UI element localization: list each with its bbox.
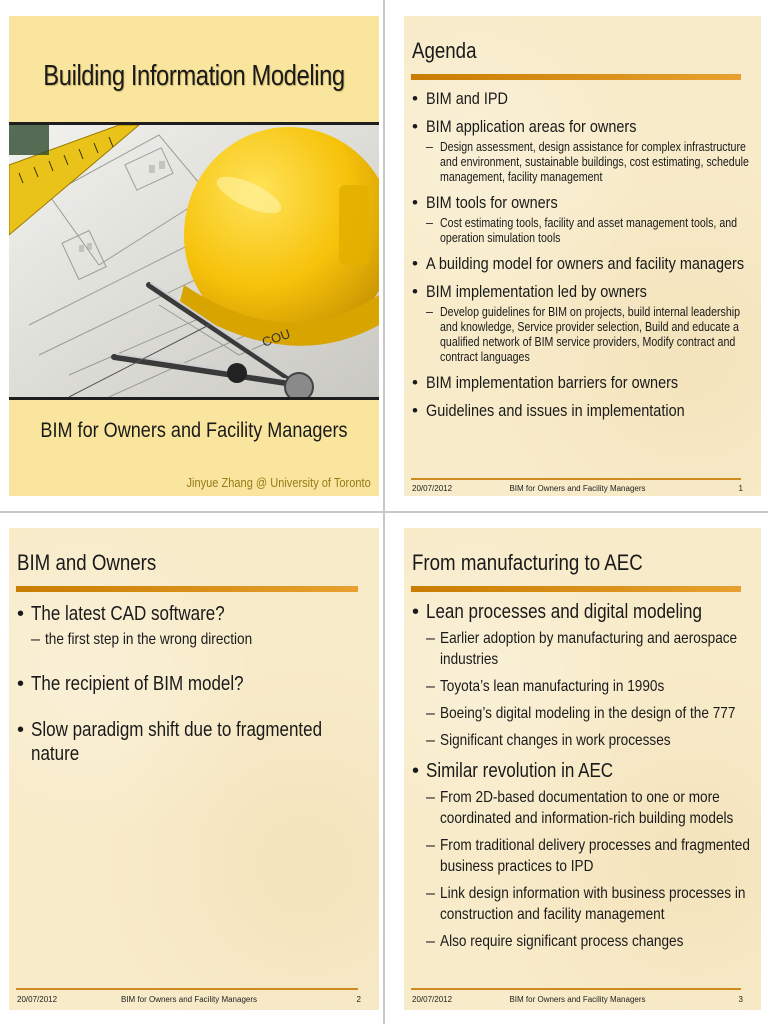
sub-bullet-item: – Link design information with business processes in construction and facility management bbox=[412, 883, 753, 925]
footer-date: 20/07/2012 bbox=[412, 484, 453, 493]
bullet-item: • Slow paradigm shift due to fragmented nature bbox=[17, 718, 371, 766]
heading-rule bbox=[411, 74, 741, 80]
sub-bullet-item: – the first step in the wrong direction bbox=[17, 630, 371, 650]
hero-image bbox=[9, 122, 379, 400]
bullet-item: • A building model for owners and facility managers bbox=[412, 253, 753, 274]
page-number: 3 bbox=[738, 995, 743, 1004]
page-divider-horizontal bbox=[0, 511, 768, 513]
sub-bullet-item: – Also require significant process changes bbox=[412, 931, 753, 952]
footer-title: BIM for Owners and Facility Managers bbox=[509, 995, 646, 1004]
footer-date: 20/07/2012 bbox=[17, 995, 58, 1004]
heading-rule bbox=[411, 586, 741, 592]
footer-rule bbox=[411, 478, 741, 480]
footer-date: 20/07/2012 bbox=[412, 995, 453, 1004]
bullet-item: • BIM implementation led by owners bbox=[412, 281, 753, 302]
page-number: 2 bbox=[356, 995, 361, 1004]
footer-rule bbox=[16, 988, 358, 990]
bullet-item: • BIM and IPD bbox=[412, 88, 753, 109]
bullet-item: • Lean processes and digital modeling bbox=[412, 600, 753, 624]
slide-title-heading: Building Information Modeling bbox=[43, 60, 345, 92]
bullet-item: • The latest CAD software? bbox=[17, 602, 371, 626]
hard-hat-blueprint-image bbox=[9, 125, 379, 397]
sub-bullet-item: – Toyota’s lean manufacturing in 1990s bbox=[412, 676, 753, 697]
page-number: 1 bbox=[738, 484, 743, 493]
bullet-item: • BIM tools for owners bbox=[412, 192, 753, 213]
slide-content bbox=[412, 86, 753, 428]
footer-title: BIM for Owners and Facility Managers bbox=[509, 484, 646, 493]
slide-title bbox=[9, 16, 379, 496]
footer-title: BIM for Owners and Facility Managers bbox=[120, 995, 258, 1004]
slide-author: Jinyue Zhang @ University of Toronto bbox=[186, 475, 371, 490]
footer-rule bbox=[411, 988, 741, 990]
slide-heading: From manufacturing to AEC bbox=[412, 550, 643, 575]
bullet-item: • BIM application areas for owners bbox=[412, 116, 753, 137]
slide-heading: BIM and Owners bbox=[17, 550, 157, 575]
sub-bullet-item: – Develop guidelines for BIM on projects, build internal leadership and knowledge, Service provider selection, Build and educate a qualified network of BIM service providers, Modify contract and contract languages bbox=[412, 305, 753, 365]
sub-bullet-item: – From traditional delivery processes and fragmented business practices to IPD bbox=[412, 835, 753, 877]
bullet-item: • The recipient of BIM model? bbox=[17, 672, 371, 696]
slide-manufacturing-to-aec bbox=[404, 528, 761, 1010]
blueprint-label: COU bbox=[259, 325, 293, 350]
slide-subtitle: BIM for Owners and Facility Managers bbox=[40, 419, 348, 442]
slide-content bbox=[412, 600, 753, 958]
sub-bullet-item: – Earlier adoption by manufacturing and aerospace industries bbox=[412, 628, 753, 670]
sub-bullet-item: – Design assessment, design assistance for complex infrastructure and environment, sustainable buildings, cost estimating, schedule management, facility management bbox=[412, 140, 753, 185]
slide-heading: Agenda bbox=[412, 38, 477, 63]
bullet-item: • Guidelines and issues in implementation bbox=[412, 400, 753, 421]
sub-bullet-item: – Significant changes in work processes bbox=[412, 730, 753, 751]
bullet-item: • Similar revolution in AEC bbox=[412, 759, 753, 783]
bullet-item: • BIM implementation barriers for owners bbox=[412, 372, 753, 393]
slide-bim-and-owners bbox=[9, 528, 379, 1010]
sub-bullet-item: – Cost estimating tools, facility and asset management tools, and operation simulation tools bbox=[412, 216, 753, 246]
slide-agenda bbox=[404, 16, 761, 496]
slide-content bbox=[17, 602, 371, 788]
heading-rule bbox=[16, 586, 358, 592]
sub-bullet-item: – From 2D-based documentation to one or more coordinated and information-rich building models bbox=[412, 787, 753, 829]
sub-bullet-item: – Boeing’s digital modeling in the design of the 777 bbox=[412, 703, 753, 724]
